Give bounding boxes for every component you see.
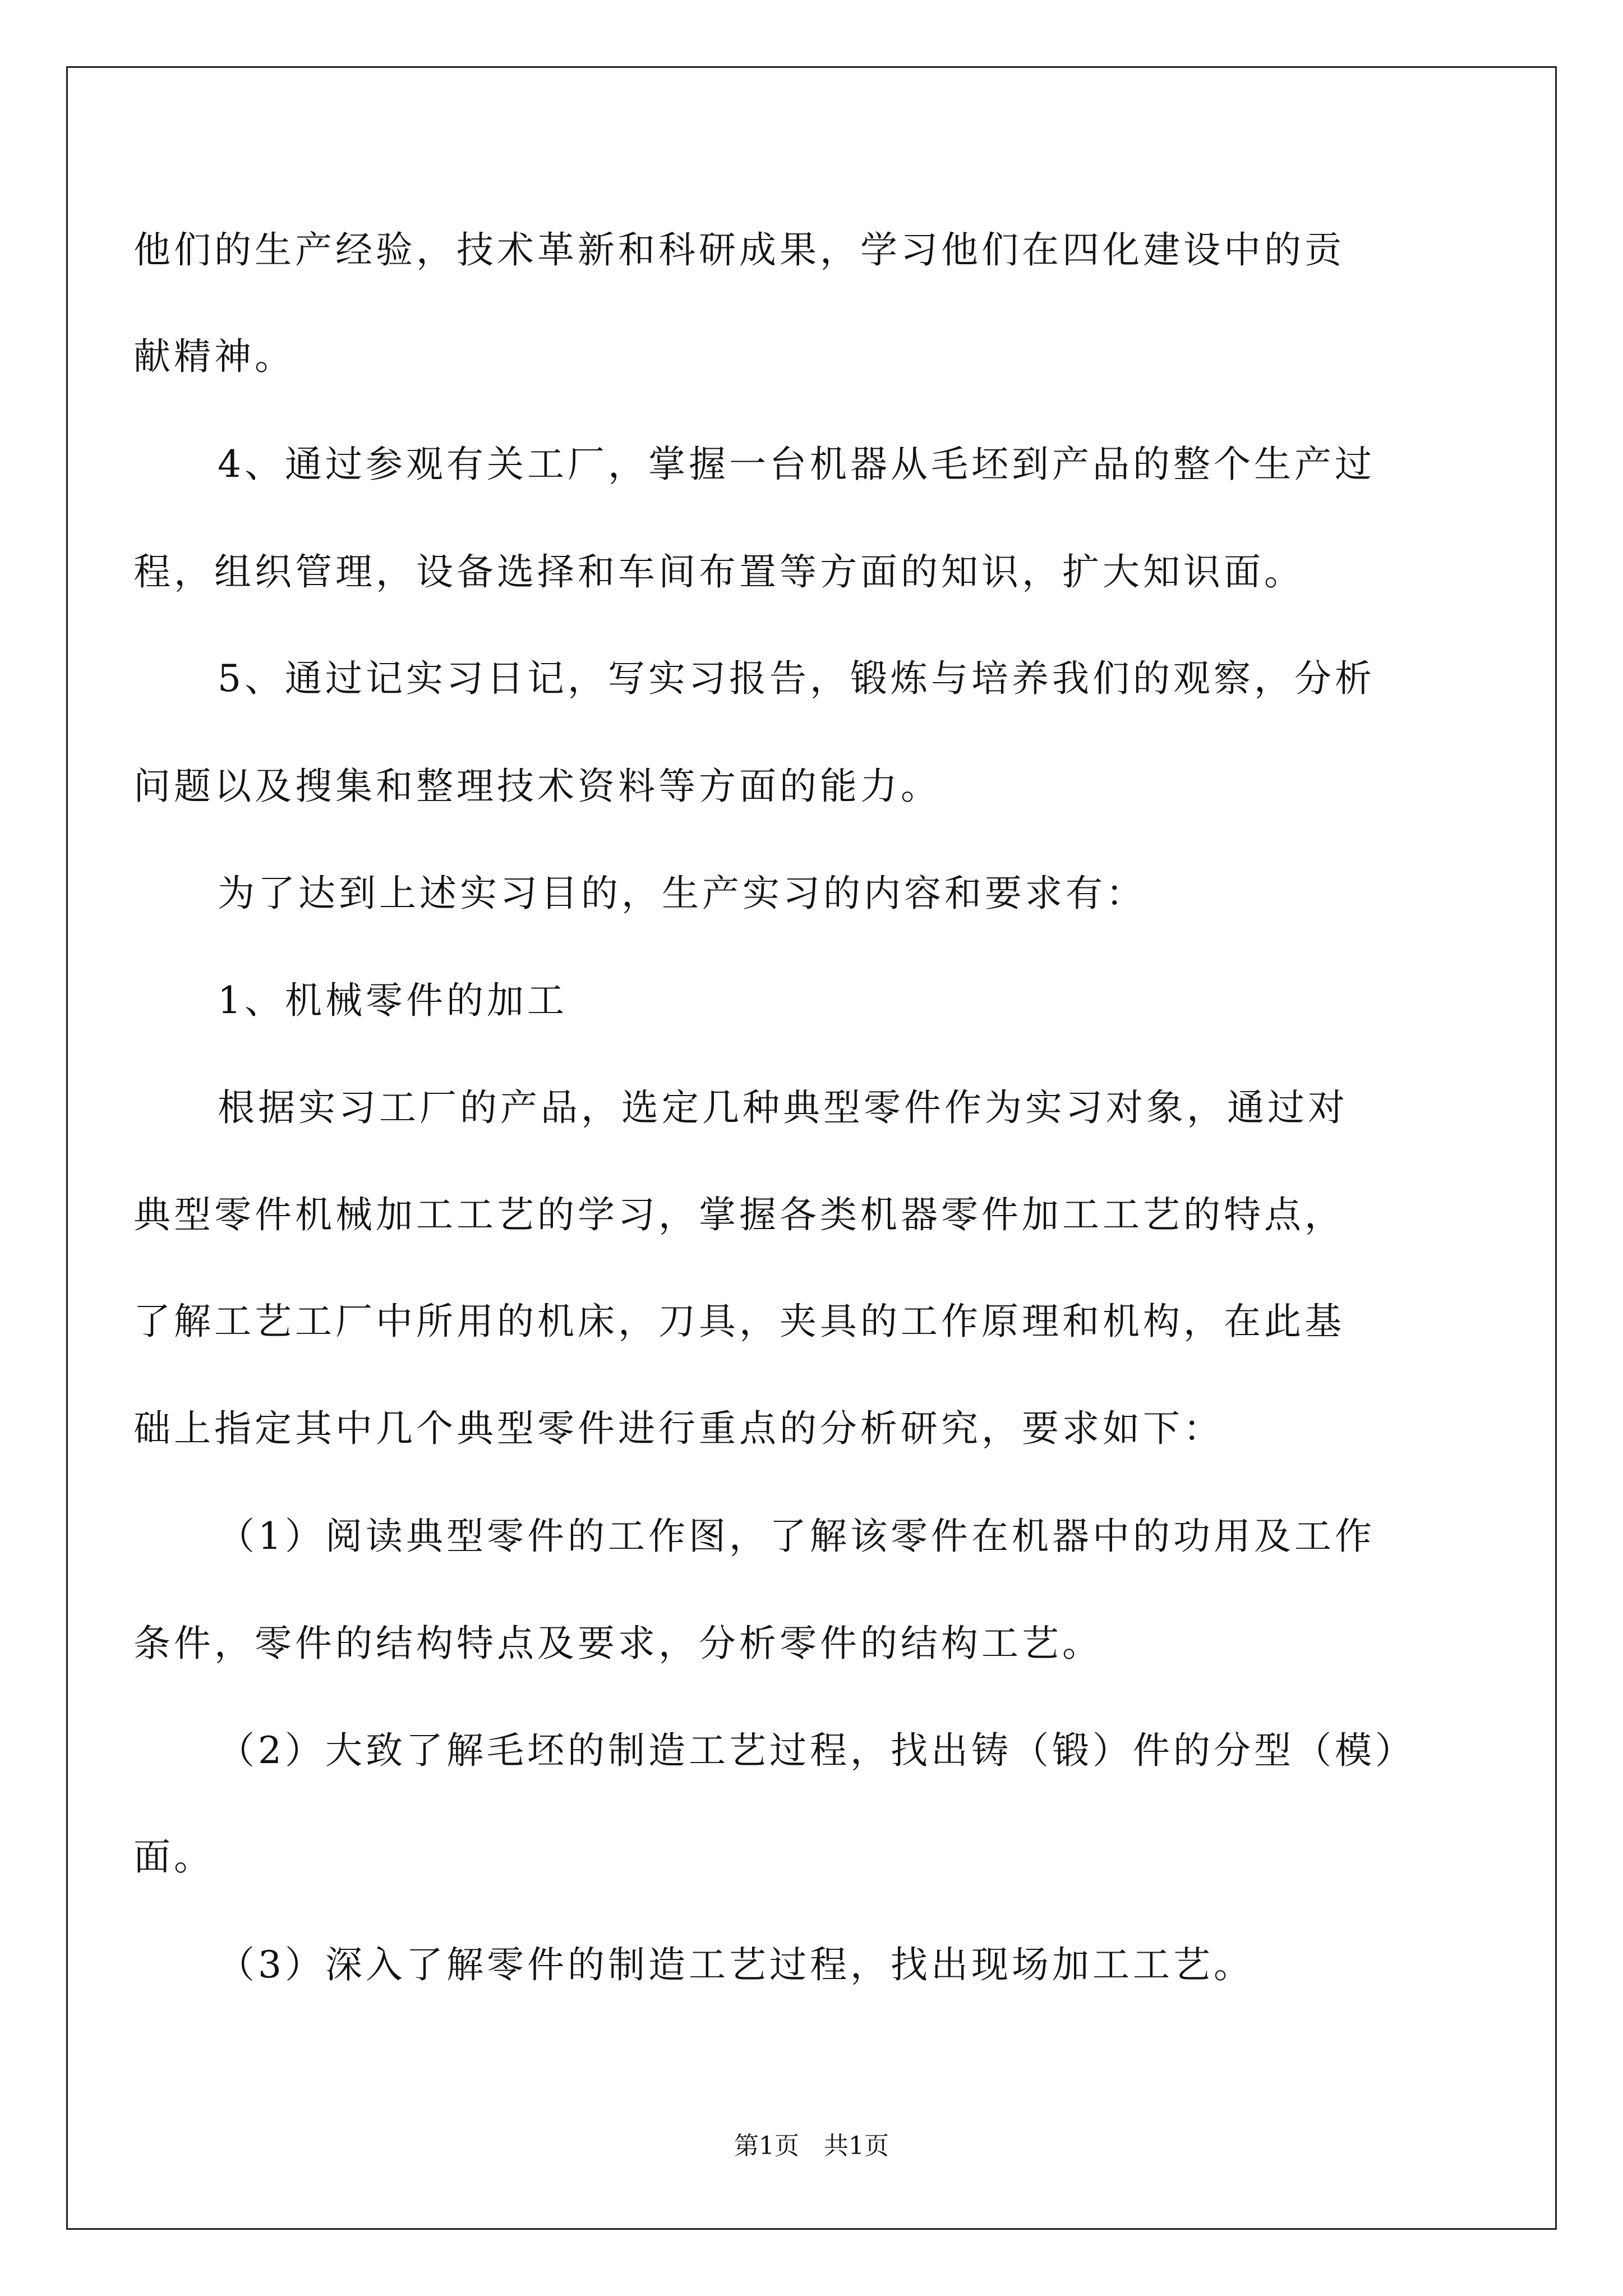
paragraph-line: 面。 <box>133 1835 214 1879</box>
paragraph-line: 条件，零件的结构特点及要求，分析零件的结构工艺。 <box>133 1622 1103 1665</box>
paragraph-line: 4、通过参观有关工厂，掌握一台机器从毛坯到产品的整个生产过 <box>218 443 1375 486</box>
page-number-footer: 第1页 共1页 <box>734 2132 889 2160</box>
paragraph-line: 5、通过记实习日记，写实习报告，锻炼与培养我们的观察，分析 <box>218 657 1375 700</box>
paragraph-line: 献精神。 <box>133 335 295 378</box>
paragraph-line: 础上指定其中几个典型零件进行重点的分析研究，要求如下： <box>133 1407 1224 1450</box>
paragraph-line: 为了达到上述实习目的，生产实习的内容和要求有： <box>218 872 1146 915</box>
list-item: （1）阅读典型零件的工作图，了解该零件在机器中的功用及工作 <box>218 1515 1375 1558</box>
list-item: （2）大致了解毛坯的制造工艺过程，找出铸（锻）件的分型（模） <box>218 1729 1415 1772</box>
page-border <box>66 66 1557 2230</box>
paragraph-line: 他们的生产经验，技术革新和科研成果，学习他们在四化建设中的贡 <box>133 228 1345 272</box>
paragraph-line: 了解工艺工厂中所用的机床，刀具，夹具的工作原理和机构，在此基 <box>133 1300 1345 1343</box>
paragraph-line: 根据实习工厂的产品，选定几种典型零件作为实习对象，通过对 <box>218 1086 1348 1129</box>
paragraph-line: 程，组织管理，设备选择和车间布置等方面的知识，扩大知识面。 <box>133 550 1304 593</box>
list-item: （3）深入了解零件的制造工艺过程，找出现场加工工艺。 <box>218 1943 1254 1986</box>
section-heading: 1、机械零件的加工 <box>218 979 568 1022</box>
paragraph-line: 典型零件机械加工工艺的学习，掌握各类机器零件加工工艺的特点， <box>133 1193 1345 1236</box>
paragraph-line: 问题以及搜集和整理技术资料等方面的能力。 <box>133 765 941 808</box>
